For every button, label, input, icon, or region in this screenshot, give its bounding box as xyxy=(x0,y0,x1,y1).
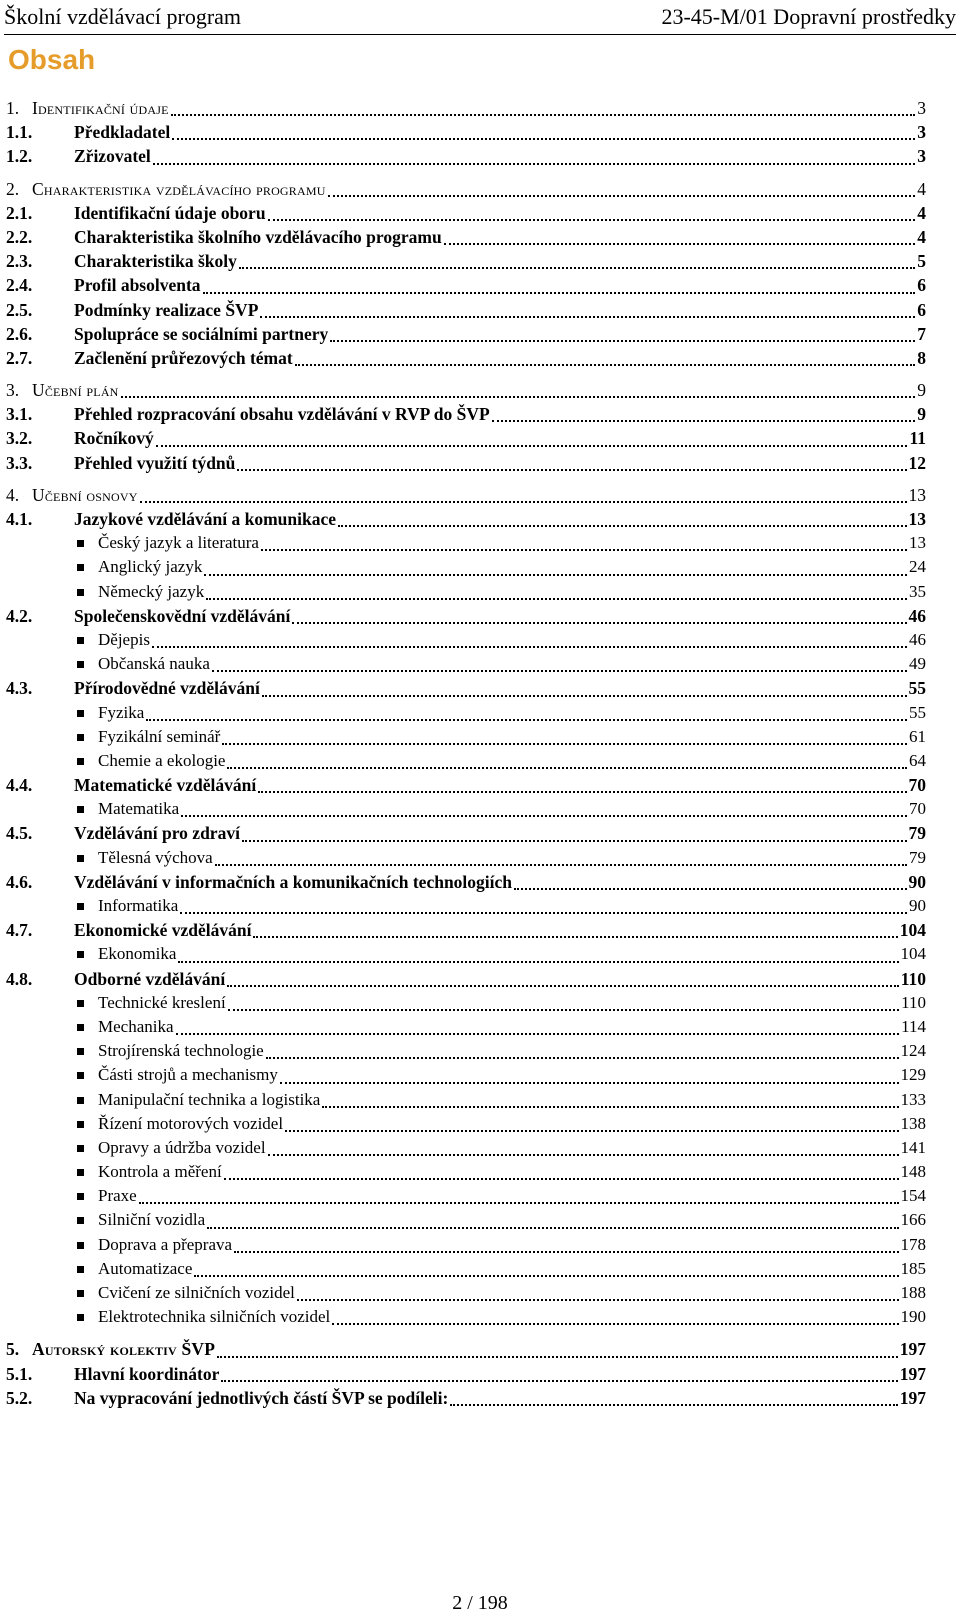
toc-entry[interactable] xyxy=(0,967,960,991)
toc-entry-number: 4.4. xyxy=(6,775,33,796)
toc-leader-dots xyxy=(172,137,915,140)
toc-entry[interactable] xyxy=(0,1337,960,1361)
toc-entry-page: 61 xyxy=(909,726,926,746)
toc-entry-title: Přehled využití týdnů xyxy=(74,451,235,475)
bullet-icon xyxy=(77,758,84,765)
toc-leader-dots xyxy=(171,113,916,116)
toc-leader-dots xyxy=(280,1081,899,1084)
toc-leader-dots xyxy=(228,1008,899,1011)
toc-entry-page: 9 xyxy=(917,380,926,401)
toc-leader-dots xyxy=(332,1322,898,1325)
toc-entry-page: 5 xyxy=(917,251,926,272)
bullet-icon xyxy=(77,1314,84,1321)
toc-leader-dots xyxy=(206,597,907,600)
toc-entry-title: Mechanika xyxy=(98,1015,174,1039)
toc-entry[interactable] xyxy=(0,177,960,201)
toc-entry-title: Dějepis xyxy=(98,628,150,652)
toc-entry[interactable] xyxy=(0,942,960,966)
toc-leader-dots xyxy=(212,669,907,672)
toc-entry-title: Občanská nauka xyxy=(98,652,210,676)
toc-leader-dots xyxy=(295,363,916,366)
toc-entry-title: Vzdělávání pro zdraví xyxy=(74,821,240,845)
toc-entry-title: Přehled rozpracování obsahu vzdělávání v RVP do ŠVP xyxy=(74,402,490,426)
toc-leader-dots xyxy=(234,1250,898,1253)
toc-entry[interactable] xyxy=(0,676,960,700)
toc-entry-number: 2.1. xyxy=(6,202,33,223)
toc-entry-number: 2.5. xyxy=(6,299,33,320)
bullet-icon xyxy=(77,710,84,717)
toc-entry-title: Identifikační údaje oboru xyxy=(74,201,266,225)
toc-entry[interactable] xyxy=(0,426,960,450)
toc-entry-title: Ročníkový xyxy=(74,426,154,450)
toc-entry-title: Automatizace xyxy=(98,1257,192,1281)
toc-leader-dots xyxy=(444,242,916,245)
toc-entry-title: Německý jazyk xyxy=(98,580,204,604)
toc-entry[interactable] xyxy=(0,991,960,1015)
toc-leader-dots xyxy=(217,1355,898,1358)
toc-entry-page: 188 xyxy=(900,1283,926,1302)
toc-entry-number: 4.3. xyxy=(6,678,33,699)
toc-entry[interactable] xyxy=(0,894,960,918)
toc-entry[interactable] xyxy=(0,701,960,725)
toc-entry-number: 2.6. xyxy=(6,323,33,344)
toc-entry-page: 141 xyxy=(900,1137,926,1157)
toc-entry[interactable] xyxy=(0,225,960,249)
toc-entry[interactable] xyxy=(0,1136,960,1160)
toc-entry[interactable] xyxy=(0,1233,960,1257)
toc-entry-page: 64 xyxy=(909,750,926,770)
toc-entry-title: Opravy a údržba vozidel xyxy=(98,1136,266,1160)
toc-entry-title: Řízení motorových vozidel xyxy=(98,1112,283,1136)
toc-leader-dots xyxy=(450,1403,897,1406)
toc-leader-dots xyxy=(242,839,907,842)
toc-entry-number: 5. xyxy=(6,1339,20,1360)
toc-entry-page: 49 xyxy=(909,654,926,674)
toc-leader-dots xyxy=(253,935,897,938)
toc-entry-number: 2. xyxy=(6,178,20,199)
toc-entry-title: Technické kreslení xyxy=(98,991,226,1015)
toc-entry-title: Praxe xyxy=(98,1184,137,1208)
page-title: Obsah xyxy=(8,44,96,75)
toc-entry[interactable] xyxy=(0,725,960,749)
bullet-icon xyxy=(77,951,84,958)
toc-leader-dots xyxy=(227,766,907,769)
bullet-icon xyxy=(77,1048,84,1055)
toc-entry-page: 114 xyxy=(901,1016,926,1036)
toc-entry-title: Na vypracování jednotlivých částí ŠVP se podíleli: xyxy=(74,1386,448,1410)
bullet-icon xyxy=(77,564,84,571)
toc-leader-dots xyxy=(261,548,907,551)
toc-leader-dots xyxy=(204,573,907,576)
toc-entry-title: Odborné vzdělávání xyxy=(74,967,225,991)
toc-leader-dots xyxy=(266,1056,899,1059)
toc-entry-page: 4 xyxy=(917,202,926,223)
toc-entry-title: Manipulační technika a logistika xyxy=(98,1088,320,1112)
toc-entry-title: Hlavní koordinátor xyxy=(74,1362,219,1386)
toc-leader-dots xyxy=(156,444,908,447)
toc-entry-page: 154 xyxy=(900,1186,926,1206)
toc-entry[interactable] xyxy=(0,749,960,773)
toc-entry[interactable] xyxy=(0,378,960,402)
toc-entry-title: Elektrotechnika silničních vozidel xyxy=(98,1305,330,1329)
toc-entry-number: 2.2. xyxy=(6,226,33,247)
toc-entry-title: Zřizovatel xyxy=(74,144,151,168)
toc-leader-dots xyxy=(153,162,915,165)
toc-entry-page: 133 xyxy=(900,1089,926,1109)
toc-entry-page: 3 xyxy=(917,122,926,143)
toc-entry[interactable] xyxy=(0,402,960,426)
toc-entry-page: 166 xyxy=(900,1210,926,1230)
toc-entry[interactable] xyxy=(0,1112,960,1136)
toc-entry-page: 129 xyxy=(900,1065,926,1085)
toc-entry[interactable] xyxy=(0,451,960,475)
toc-entry-page: 138 xyxy=(900,1113,926,1133)
toc-entry-title: Informatika xyxy=(98,894,178,918)
page-header xyxy=(4,2,956,35)
toc-leader-dots xyxy=(338,524,906,527)
bullet-icon xyxy=(77,1242,84,1249)
toc-entry[interactable] xyxy=(0,507,960,531)
toc-entry[interactable] xyxy=(0,918,960,942)
toc-entry-number: 3. xyxy=(6,380,20,401)
toc-entry-title: Charakteristika školy xyxy=(74,249,237,273)
bullet-icon xyxy=(77,1097,84,1104)
toc-leader-dots xyxy=(140,500,907,503)
toc-entry-page: 124 xyxy=(900,1041,926,1061)
toc-entry-number: 2.7. xyxy=(6,347,33,368)
toc-entry-number: 4.2. xyxy=(6,605,33,626)
toc-entry[interactable] xyxy=(0,1386,960,1410)
toc-entry-title: Spolupráce se sociálními partnery xyxy=(74,322,328,346)
toc-entry-title: Učební osnovy xyxy=(32,483,138,507)
toc-entry-page: 13 xyxy=(908,484,926,505)
toc-entry-title: Cvičení ze silničních vozidel xyxy=(98,1281,295,1305)
bullet-icon xyxy=(77,1121,84,1128)
toc-entry-title: Začlenění průřezových témat xyxy=(74,346,293,370)
toc-entry[interactable] xyxy=(0,652,960,676)
bullet-icon xyxy=(77,1169,84,1176)
toc-entry-title: Silniční vozidla xyxy=(98,1208,205,1232)
toc-entry-title: Kontrola a měření xyxy=(98,1160,222,1184)
toc-entry-page: 104 xyxy=(899,920,926,941)
toc-entry[interactable] xyxy=(0,604,960,628)
bullet-icon xyxy=(77,1000,84,1007)
toc-entry[interactable] xyxy=(0,1063,960,1087)
toc-entry[interactable] xyxy=(0,628,960,652)
toc-entry[interactable] xyxy=(0,555,960,579)
toc-entry-title: Společenskovědní vzdělávání xyxy=(74,604,290,628)
toc-entry-page: 46 xyxy=(908,605,926,626)
toc-entry-number: 4.8. xyxy=(6,968,33,989)
toc-leader-dots xyxy=(203,291,916,294)
bullet-icon xyxy=(77,855,84,862)
header-field-code: 23-45-M/01 Dopravní prostředky xyxy=(661,4,956,29)
toc-entry[interactable] xyxy=(0,846,960,870)
toc-entry[interactable] xyxy=(0,797,960,821)
toc-entry[interactable] xyxy=(0,249,960,273)
bullet-icon xyxy=(77,1217,84,1224)
toc-entry[interactable] xyxy=(0,870,960,894)
toc-entry-page: 148 xyxy=(900,1162,926,1182)
toc-entry-page: 46 xyxy=(909,629,926,649)
toc-entry-title: Fyzikální seminář xyxy=(98,725,220,749)
toc-entry-page: 55 xyxy=(909,702,926,722)
toc-entry-title: Podmínky realizace ŠVP xyxy=(74,298,258,322)
page-number: 2 / 198 xyxy=(452,1592,508,1614)
toc-entry-page: 13 xyxy=(909,533,926,553)
bullet-icon xyxy=(77,734,84,741)
toc-entry-page: 90 xyxy=(908,871,926,892)
toc-entry-page: 70 xyxy=(909,799,926,819)
toc-entry-number: 4.7. xyxy=(6,920,33,941)
toc-entry[interactable] xyxy=(0,1184,960,1208)
toc-entry-title: Charakteristika školního vzdělávacího programu xyxy=(74,225,442,249)
toc-leader-dots xyxy=(215,863,907,866)
table-of-contents xyxy=(0,96,960,1410)
bullet-icon xyxy=(77,661,84,668)
toc-leader-dots xyxy=(268,1153,899,1156)
toc-entry-title: Identifikační údaje xyxy=(32,96,169,120)
toc-leader-dots xyxy=(292,621,906,624)
toc-entry-page: 8 xyxy=(917,347,926,368)
bullet-icon xyxy=(77,637,84,644)
toc-entry-title: Přírodovědné vzdělávání xyxy=(74,676,260,700)
bullet-icon xyxy=(77,540,84,547)
toc-entry[interactable] xyxy=(0,1160,960,1184)
toc-entry-page: 197 xyxy=(899,1363,926,1384)
toc-leader-dots xyxy=(239,266,915,269)
toc-entry-number: 3.1. xyxy=(6,404,33,425)
toc-entry-page: 24 xyxy=(909,557,926,577)
toc-entry-page: 3 xyxy=(917,98,926,118)
toc-leader-dots xyxy=(181,814,907,817)
toc-entry-title: Části strojů a mechanismy xyxy=(98,1063,278,1087)
toc-leader-dots xyxy=(207,1226,898,1229)
toc-entry-page: 90 xyxy=(909,896,926,915)
toc-entry-number: 4.6. xyxy=(6,871,33,892)
toc-entry[interactable] xyxy=(0,96,960,120)
toc-entry-title: Tělesná výchova xyxy=(98,846,213,870)
toc-entry-page: 7 xyxy=(917,323,926,344)
toc-entry-page: 4 xyxy=(917,226,926,247)
toc-entry-page: 55 xyxy=(908,678,926,699)
toc-entry-title: Profil absolventa xyxy=(74,273,201,297)
toc-entry-page: 12 xyxy=(908,452,926,473)
toc-leader-dots xyxy=(146,718,907,721)
toc-leader-dots xyxy=(176,1032,900,1035)
toc-entry-page: 11 xyxy=(909,428,926,449)
bullet-icon xyxy=(77,806,84,813)
toc-entry-number: 2.3. xyxy=(6,251,33,272)
toc-leader-dots xyxy=(260,315,915,318)
toc-entry-number: 4. xyxy=(6,484,20,505)
toc-leader-dots xyxy=(492,419,916,422)
toc-entry[interactable] xyxy=(0,1305,960,1329)
toc-leader-dots xyxy=(262,694,907,697)
toc-entry-page: 104 xyxy=(900,944,926,964)
toc-entry[interactable] xyxy=(0,580,960,604)
toc-entry-page: 79 xyxy=(908,823,926,844)
toc-leader-dots xyxy=(285,1129,898,1132)
toc-entry[interactable] xyxy=(0,346,960,370)
toc-entry[interactable] xyxy=(0,273,960,297)
toc-entry-number: 1.1. xyxy=(6,122,33,143)
toc-entry[interactable] xyxy=(0,821,960,845)
header-school-program: Školní vzdělávací program xyxy=(4,4,242,29)
toc-entry[interactable] xyxy=(0,298,960,322)
toc-entry-title: Matematika xyxy=(98,797,179,821)
toc-entry-page: 13 xyxy=(908,509,926,529)
toc-entry-page: 70 xyxy=(908,775,926,796)
toc-entry-title: Fyzika xyxy=(98,701,144,725)
toc-entry[interactable] xyxy=(0,1088,960,1112)
toc-entry-page: 35 xyxy=(909,581,926,601)
toc-entry-page: 190 xyxy=(900,1307,926,1327)
toc-entry[interactable] xyxy=(0,1015,960,1039)
toc-entry[interactable] xyxy=(0,483,960,507)
toc-entry-title: Učební plán xyxy=(32,378,119,402)
toc-entry-title: Ekonomické vzdělávání xyxy=(74,918,251,942)
toc-entry-number: 3.3. xyxy=(6,452,33,473)
toc-leader-dots xyxy=(152,645,907,648)
toc-entry-page: 185 xyxy=(900,1258,926,1278)
bullet-icon xyxy=(77,1266,84,1273)
toc-leader-dots xyxy=(297,1298,899,1301)
toc-leader-dots xyxy=(222,742,907,745)
bullet-icon xyxy=(77,1290,84,1297)
toc-entry-page: 6 xyxy=(917,275,926,296)
toc-entry-number: 4.1. xyxy=(6,509,33,529)
toc-leader-dots xyxy=(237,468,906,471)
toc-entry-number: 4.5. xyxy=(6,823,33,844)
toc-entry[interactable] xyxy=(0,120,960,144)
toc-entry-page: 197 xyxy=(899,1387,926,1408)
toc-entry[interactable] xyxy=(0,1281,960,1305)
bullet-icon xyxy=(77,1193,84,1200)
toc-entry-title: Předkladatel xyxy=(74,120,170,144)
toc-entry-page: 9 xyxy=(917,404,926,425)
toc-entry-title: Charakteristika vzdělávacího programu xyxy=(32,177,326,201)
toc-leader-dots xyxy=(121,395,916,398)
toc-entry-number: 2.4. xyxy=(6,275,33,296)
toc-leader-dots xyxy=(224,1177,899,1180)
toc-entry[interactable] xyxy=(0,1039,960,1063)
toc-leader-dots xyxy=(268,218,916,221)
toc-entry-number: 5.2. xyxy=(6,1387,33,1408)
bullet-icon xyxy=(77,903,84,910)
toc-entry[interactable] xyxy=(0,201,960,225)
toc-entry-number: 3.2. xyxy=(6,428,33,449)
toc-entry-title: Chemie a ekologie xyxy=(98,749,225,773)
toc-entry-page: 4 xyxy=(917,178,926,199)
bullet-icon xyxy=(77,1072,84,1079)
toc-entry-title: Doprava a přeprava xyxy=(98,1233,232,1257)
toc-entry-page: 6 xyxy=(917,299,926,320)
toc-leader-dots xyxy=(194,1274,898,1277)
toc-entry[interactable] xyxy=(0,144,960,168)
toc-entry-page: 197 xyxy=(899,1339,926,1360)
toc-leader-dots xyxy=(328,194,916,197)
toc-entry-title: Anglický jazyk xyxy=(98,555,202,579)
toc-entry-page: 110 xyxy=(900,968,926,989)
toc-entry-title: Ekonomika xyxy=(98,942,176,966)
toc-leader-dots xyxy=(178,960,898,963)
toc-entry[interactable] xyxy=(0,1257,960,1281)
toc-entry[interactable] xyxy=(0,1208,960,1232)
toc-entry-number: 1.2. xyxy=(6,146,33,167)
toc-entry-title: Autorský kolektiv ŠVP xyxy=(32,1337,215,1361)
toc-entry-page: 110 xyxy=(901,992,926,1012)
toc-entry-number: 1. xyxy=(6,98,20,118)
toc-entry-title: Český jazyk a literatura xyxy=(98,531,259,555)
toc-entry[interactable] xyxy=(0,1362,960,1386)
toc-leader-dots xyxy=(330,339,915,342)
toc-leader-dots xyxy=(322,1105,898,1108)
toc-entry-title: Strojírenská technologie xyxy=(98,1039,264,1063)
toc-entry[interactable] xyxy=(0,773,960,797)
bullet-icon xyxy=(77,1024,84,1031)
bullet-icon xyxy=(77,1145,84,1152)
toc-entry-page: 3 xyxy=(917,146,926,167)
toc-leader-dots xyxy=(514,887,906,890)
toc-entry-page: 178 xyxy=(900,1234,926,1254)
bullet-icon xyxy=(77,589,84,596)
toc-entry-page: 79 xyxy=(909,847,926,867)
toc-entry-title: Jazykové vzdělávání a komunikace xyxy=(74,507,336,531)
toc-leader-dots xyxy=(227,984,899,987)
toc-entry-title: Matematické vzdělávání xyxy=(74,773,256,797)
toc-leader-dots xyxy=(258,790,906,793)
toc-leader-dots xyxy=(139,1201,899,1204)
toc-entry[interactable] xyxy=(0,531,960,555)
toc-entry[interactable] xyxy=(0,322,960,346)
toc-leader-dots xyxy=(221,1379,897,1382)
toc-entry-title: Vzdělávání v informačních a komunikačních technologiích xyxy=(74,870,512,894)
toc-entry-number: 5.1. xyxy=(6,1363,33,1384)
toc-leader-dots xyxy=(180,911,907,914)
